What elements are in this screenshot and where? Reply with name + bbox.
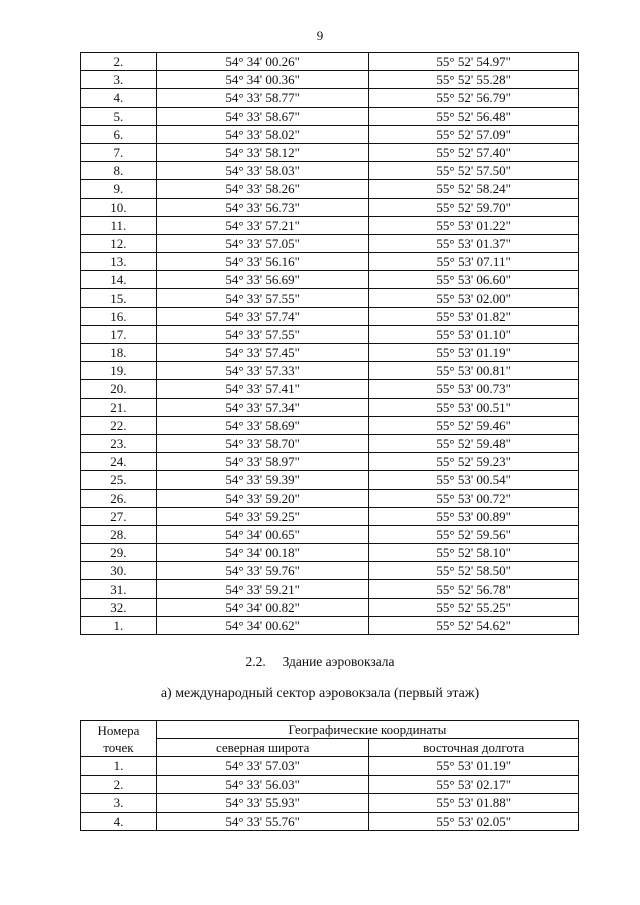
longitude-cell: 55° 53' 01.19" (369, 757, 579, 776)
header-geo-coordinates: Географические координаты (156, 721, 578, 739)
point-number-cell: 31. (81, 580, 157, 598)
longitude-cell: 55° 53' 01.82" (369, 307, 579, 325)
longitude-cell: 55° 52' 58.24" (369, 180, 579, 198)
table-row (81, 434, 579, 452)
point-number-cell: 11. (81, 216, 157, 234)
latitude-cell: 54° 34' 00.62" (156, 616, 369, 634)
coordinates-table-2-body (81, 721, 579, 831)
point-number-cell: 14. (81, 271, 157, 289)
latitude-cell: 54° 33' 59.20" (156, 489, 369, 507)
point-number-cell: 3. (81, 794, 157, 813)
longitude-cell: 55° 52' 56.48" (369, 107, 579, 125)
point-number-cell: 32. (81, 598, 157, 616)
section-heading (0, 654, 640, 670)
section-title: Здание аэровокзала (282, 654, 395, 669)
point-number-cell: 21. (81, 398, 157, 416)
coordinates-table-1-body (81, 53, 579, 635)
latitude-cell: 54° 33' 58.67" (156, 107, 369, 125)
table-row (81, 362, 579, 380)
point-number-cell: 8. (81, 162, 157, 180)
latitude-cell: 54° 33' 57.03" (156, 757, 369, 776)
table-row (81, 143, 579, 161)
table-row (81, 794, 579, 813)
latitude-cell: 54° 33' 55.93" (156, 794, 369, 813)
latitude-cell: 54° 33' 57.55" (156, 325, 369, 343)
table-row (81, 253, 579, 271)
longitude-cell: 55° 53' 01.10" (369, 325, 579, 343)
header-longitude: восточная долгота (369, 739, 579, 757)
longitude-cell: 55° 52' 57.40" (369, 143, 579, 161)
point-number-cell: 28. (81, 525, 157, 543)
table-row (81, 562, 579, 580)
table-header-row (81, 721, 579, 739)
latitude-cell: 54° 33' 58.77" (156, 89, 369, 107)
latitude-cell: 54° 33' 58.26" (156, 180, 369, 198)
latitude-cell: 54° 33' 57.21" (156, 216, 369, 234)
table-row (81, 53, 579, 71)
longitude-cell: 55° 53' 00.89" (369, 507, 579, 525)
point-number-cell: 27. (81, 507, 157, 525)
longitude-cell: 55° 53' 07.11" (369, 253, 579, 271)
point-number-cell: 2. (81, 775, 157, 794)
table-row (81, 198, 579, 216)
longitude-cell: 55° 53' 00.72" (369, 489, 579, 507)
longitude-cell: 55° 52' 59.23" (369, 453, 579, 471)
table-row (81, 71, 579, 89)
header-points-line2: точек (103, 739, 134, 755)
longitude-cell: 55° 53' 00.54" (369, 471, 579, 489)
longitude-cell: 55° 52' 56.78" (369, 580, 579, 598)
latitude-cell: 54° 33' 55.76" (156, 812, 369, 831)
point-number-cell: 23. (81, 434, 157, 452)
latitude-cell: 54° 34' 00.36" (156, 71, 369, 89)
latitude-cell: 54° 33' 56.69" (156, 271, 369, 289)
longitude-cell: 55° 53' 01.37" (369, 234, 579, 252)
latitude-cell: 54° 33' 58.69" (156, 416, 369, 434)
header-points-line1: Номера (97, 722, 140, 738)
table-row (81, 775, 579, 794)
point-number-cell: 16. (81, 307, 157, 325)
point-number-cell: 25. (81, 471, 157, 489)
latitude-cell: 54° 33' 58.97" (156, 453, 369, 471)
longitude-cell: 55° 53' 02.17" (369, 775, 579, 794)
table-row (81, 757, 579, 776)
table-row (81, 307, 579, 325)
table-row (81, 180, 579, 198)
point-number-cell: 24. (81, 453, 157, 471)
longitude-cell: 55° 52' 54.62" (369, 616, 579, 634)
longitude-cell: 55° 53' 01.19" (369, 344, 579, 362)
point-number-cell: 5. (81, 107, 157, 125)
table-row (81, 107, 579, 125)
latitude-cell: 54° 33' 58.02" (156, 125, 369, 143)
point-number-cell: 22. (81, 416, 157, 434)
longitude-cell: 55° 53' 06.60" (369, 271, 579, 289)
point-number-cell: 12. (81, 234, 157, 252)
table-row (81, 216, 579, 234)
table-row (81, 544, 579, 562)
latitude-cell: 54° 33' 58.03" (156, 162, 369, 180)
subsection-title: а) международный сектор аэровокзала (первый этаж) (160, 686, 480, 701)
point-number-cell: 2. (81, 53, 157, 71)
latitude-cell: 54° 33' 56.03" (156, 775, 369, 794)
longitude-cell: 55° 52' 59.48" (369, 434, 579, 452)
latitude-cell: 54° 34' 00.82" (156, 598, 369, 616)
latitude-cell: 54° 34' 00.26" (156, 53, 369, 71)
table-row (81, 416, 579, 434)
point-number-cell: 18. (81, 344, 157, 362)
longitude-cell: 55° 53' 02.05" (369, 812, 579, 831)
table-row (81, 380, 579, 398)
latitude-cell: 54° 33' 59.76" (156, 562, 369, 580)
table-row (81, 598, 579, 616)
point-number-cell: 26. (81, 489, 157, 507)
point-number-cell: 13. (81, 253, 157, 271)
table-row (81, 271, 579, 289)
longitude-cell: 55° 53' 02.00" (369, 289, 579, 307)
longitude-cell: 55° 53' 00.51" (369, 398, 579, 416)
table-row (81, 162, 579, 180)
table-row (81, 453, 579, 471)
latitude-cell: 54° 33' 57.45" (156, 344, 369, 362)
longitude-cell: 55° 52' 59.46" (369, 416, 579, 434)
longitude-cell: 55° 53' 01.22" (369, 216, 579, 234)
longitude-cell: 55° 52' 58.50" (369, 562, 579, 580)
longitude-cell: 55° 53' 00.81" (369, 362, 579, 380)
latitude-cell: 54° 33' 56.73" (156, 198, 369, 216)
latitude-cell: 54° 34' 00.65" (156, 525, 369, 543)
latitude-cell: 54° 33' 59.21" (156, 580, 369, 598)
longitude-cell: 55° 52' 58.10" (369, 544, 579, 562)
point-number-cell: 30. (81, 562, 157, 580)
point-number-cell: 1. (81, 616, 157, 634)
latitude-cell: 54° 33' 58.70" (156, 434, 369, 452)
point-number-cell: 3. (81, 71, 157, 89)
table-row (81, 489, 579, 507)
header-point-numbers (81, 721, 157, 757)
latitude-cell: 54° 33' 58.12" (156, 143, 369, 161)
latitude-cell: 54° 33' 57.74" (156, 307, 369, 325)
section-number: 2.2. (245, 654, 266, 669)
point-number-cell: 17. (81, 325, 157, 343)
table-row (81, 398, 579, 416)
point-number-cell: 15. (81, 289, 157, 307)
table-row (81, 125, 579, 143)
table-row (81, 289, 579, 307)
longitude-cell: 55° 53' 01.88" (369, 794, 579, 813)
coordinates-table-2 (80, 720, 579, 831)
table-row (81, 507, 579, 525)
point-number-cell: 9. (81, 180, 157, 198)
latitude-cell: 54° 33' 57.55" (156, 289, 369, 307)
latitude-cell: 54° 33' 57.34" (156, 398, 369, 416)
table-row (81, 812, 579, 831)
latitude-cell: 54° 34' 00.18" (156, 544, 369, 562)
longitude-cell: 55° 52' 59.70" (369, 198, 579, 216)
latitude-cell: 54° 33' 59.25" (156, 507, 369, 525)
point-number-cell: 10. (81, 198, 157, 216)
latitude-cell: 54° 33' 59.39" (156, 471, 369, 489)
table-row (81, 234, 579, 252)
header-latitude: северная широта (156, 739, 369, 757)
longitude-cell: 55° 52' 55.28" (369, 71, 579, 89)
point-number-cell: 19. (81, 362, 157, 380)
longitude-cell: 55° 52' 59.56" (369, 525, 579, 543)
coordinates-table-1 (80, 52, 579, 635)
table-row (81, 580, 579, 598)
point-number-cell: 29. (81, 544, 157, 562)
longitude-cell: 55° 53' 00.73" (369, 380, 579, 398)
point-number-cell: 20. (81, 380, 157, 398)
longitude-cell: 55° 52' 54.97" (369, 53, 579, 71)
table-row (81, 325, 579, 343)
table-row (81, 89, 579, 107)
table-row (81, 344, 579, 362)
longitude-cell: 55° 52' 55.25" (369, 598, 579, 616)
longitude-cell: 55° 52' 57.09" (369, 125, 579, 143)
latitude-cell: 54° 33' 57.33" (156, 362, 369, 380)
table-row (81, 525, 579, 543)
table-row (81, 471, 579, 489)
latitude-cell: 54° 33' 57.05" (156, 234, 369, 252)
page-number: 9 (316, 28, 324, 43)
point-number-cell: 4. (81, 812, 157, 831)
latitude-cell: 54° 33' 57.41" (156, 380, 369, 398)
table-row (81, 616, 579, 634)
point-number-cell: 7. (81, 143, 157, 161)
longitude-cell: 55° 52' 56.79" (369, 89, 579, 107)
longitude-cell: 55° 52' 57.50" (369, 162, 579, 180)
point-number-cell: 6. (81, 125, 157, 143)
point-number-cell: 4. (81, 89, 157, 107)
point-number-cell: 1. (81, 757, 157, 776)
latitude-cell: 54° 33' 56.16" (156, 253, 369, 271)
